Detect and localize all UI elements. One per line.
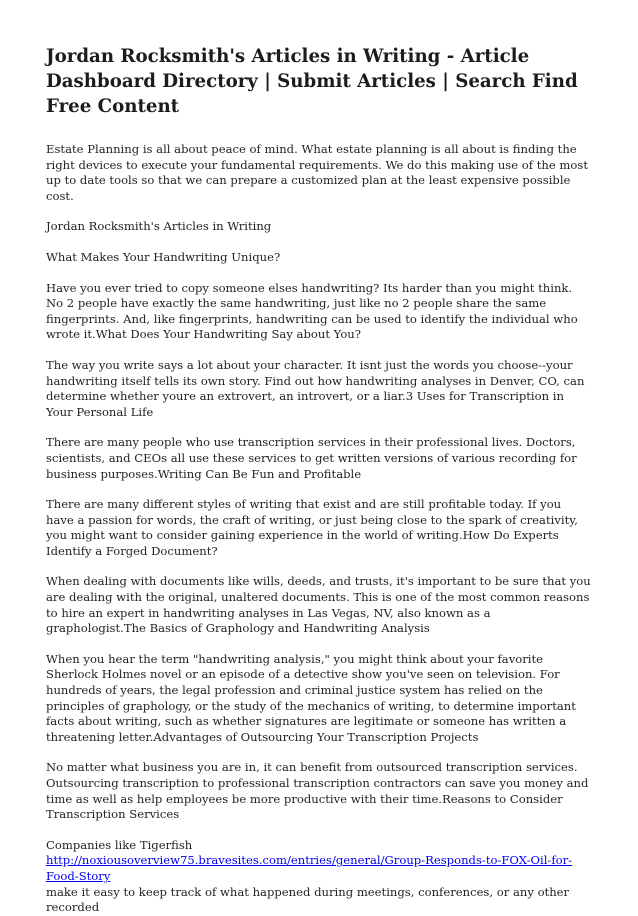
page-title: Jordan Rocksmith's Articles in Writing - Article Dashboard Directory | Submit Articles | Search Find Free Content	[46, 46, 578, 117]
body-paragraph-7: No matter what business you are in, it can benefit from outsourced transcription services. Outsourcing transcription to professional transcription contractors can save you money and time as well as help employees be more productive with their time.Reasons to Consider Transcription Services	[46, 760, 589, 822]
body-paragraph-4: There are many different styles of writing that exist and are still profitable today. If you have a passion for words, the craft of writing, or just being close to the spark of creativity, you might want to consider gaining experience in the world of writing.How Do Experts Identify a Forged Document?	[46, 497, 578, 558]
body-paragraph-6: When you hear the term "handwriting analysis," you might think about your favorite Sherlock Holmes novel or an episode of a detective show you've seen on television. For hundreds of years, the legal profession and criminal justice system has relied on the principles of graphology, or the study of the mechanics of writing, to determine important facts about writing, such as whether signatures are legitimate or someone has written a threatening letter.Advantages of Outsourcing Your Transcription Projects	[46, 651, 576, 744]
body-paragraph-3: There are many people who use transcription services in their professional lives. Doctors, scientists, and CEOs all use these services to get written versions of various recording for business purposes.Writing Can Be Fun and Profitable	[46, 435, 577, 481]
paragraph-tail-text: make it easy to keep track of what happened during meetings, conferences, or any other recorded	[46, 884, 570, 915]
paragraph-lead-text: Companies like Tigerfish	[46, 837, 193, 852]
byline: Jordan Rocksmith's Articles in Writing	[46, 219, 272, 234]
body-paragraph-1: Have you ever tried to copy someone elses handwriting? Its harder than you might think. No 2 people have exactly the same handwriting, just like no 2 people share the same fingerprints. And, like fingerprints, handwriting can be used to identify the individual who wrote it.What Does Your Handwriting Say about You?	[46, 280, 578, 342]
article-link[interactable]: http://noxiousoverview75.bravesites.com/entries/general/Group-Responds-to-FOX-Oil-for-Food-Story	[46, 853, 573, 883]
intro-paragraph: Estate Planning is all about peace of mind. What estate planning is all about is finding the right devices to execute your fundamental requirements. We do this making use of the most up to date tools so that we can prepare a customized plan at the least expensive possible cost.	[46, 142, 588, 203]
body-paragraph-5: When dealing with documents like wills, deeds, and trusts, it's important to be sure that you are dealing with the original, unaltered documents. This is one of the most common reasons to hire an expert in handwriting analyses in Las Vegas, NV, also known as a graphologist.The Basics of Graphology and Handwriting Analysis	[46, 574, 591, 636]
section-heading: What Makes Your Handwriting Unique?	[46, 249, 281, 264]
body-paragraph-8	[46, 838, 592, 916]
body-paragraph-2: The way you write says a lot about your character. It isnt just the words you choose--your handwriting itself tells its own story. Find out how handwriting analyses in Denver, CO, can determine whether youre an extrovert, an introvert, or a liar.3 Uses for Transcription in Your Personal Life	[46, 357, 585, 419]
